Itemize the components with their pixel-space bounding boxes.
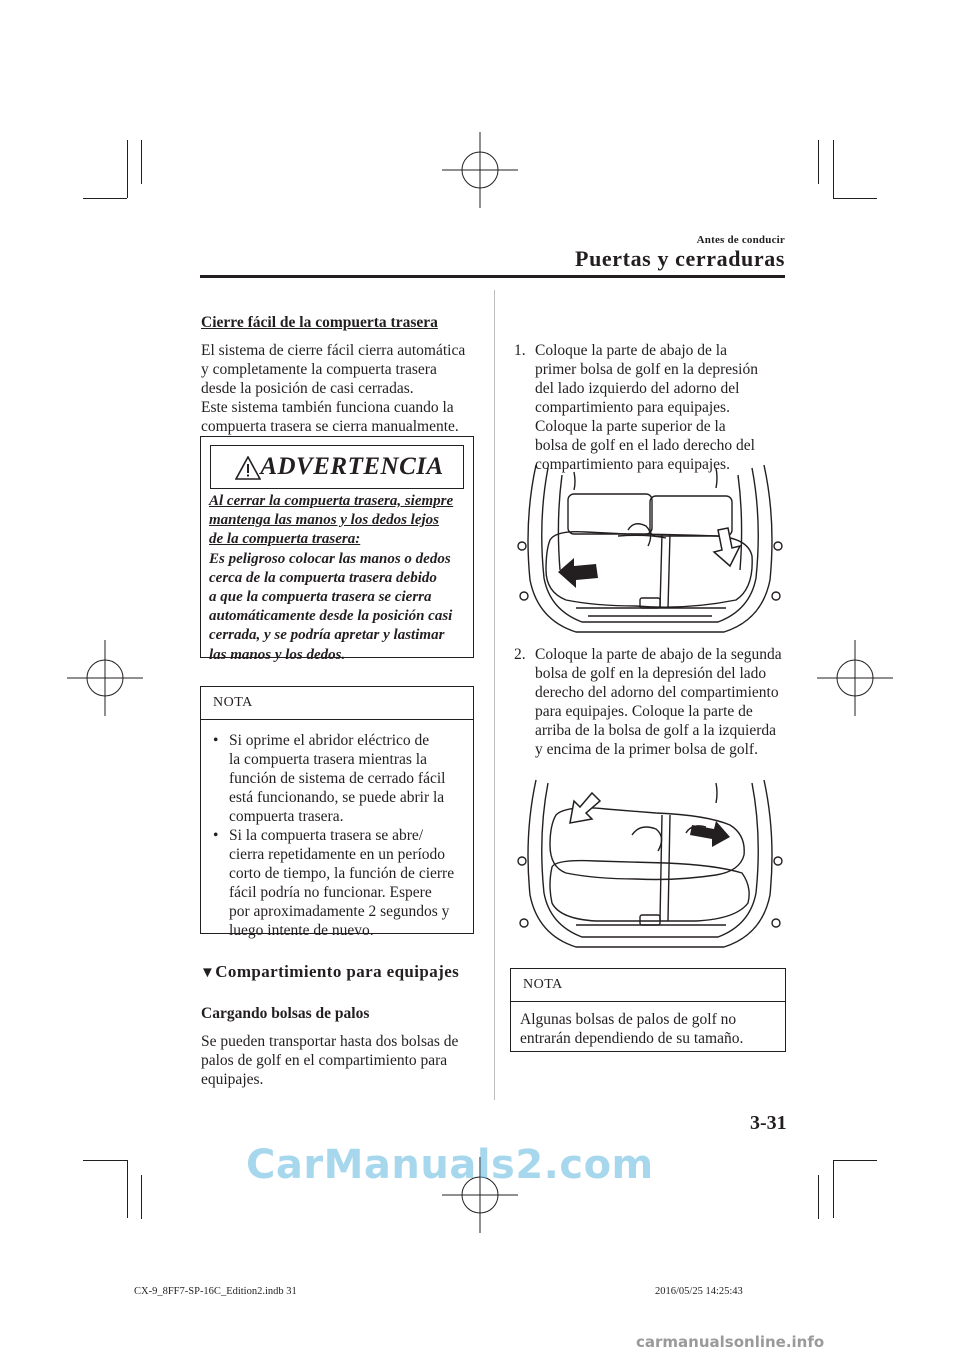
warning-line: a que la compuerta trasera se cierra	[209, 589, 432, 606]
column-divider	[494, 290, 495, 1100]
arrow-left-icon	[558, 558, 598, 588]
watermark-logo: CarManuals2.com	[246, 1142, 654, 1188]
warning-box	[200, 436, 474, 663]
triangle-down-icon: ▼	[200, 965, 216, 981]
arrow-right-icon	[690, 821, 730, 847]
step-line: derecho del adorno del compartimiento	[535, 684, 779, 701]
text-line: Este sistema también funciona cuando la	[201, 399, 454, 416]
text-line: palos de golf en el compartimiento para	[201, 1052, 448, 1069]
warning-line: cerrada, y se podría apretar y lastimar	[209, 627, 445, 644]
bullet-line: función de sistema de cerrado fácil	[229, 770, 446, 787]
bullet-line: Si oprime el abridor eléctrico de	[229, 732, 430, 749]
warning-line: automáticamente desde la posición casi	[209, 608, 453, 625]
bullet-line: fácil podría no funcionar. Espere	[229, 884, 432, 901]
step-number: 2.	[514, 646, 526, 663]
step-number: 1.	[514, 342, 526, 359]
bullet-text	[229, 731, 445, 826]
warning-line: Al cerrar la compuerta trasera, siempre	[209, 493, 454, 509]
step-text	[535, 645, 782, 759]
section-title-luggage	[200, 962, 459, 982]
illustration-golf-bag-step-2	[516, 775, 784, 955]
note-title: NOTA	[523, 977, 563, 992]
note-rule	[201, 719, 473, 720]
step-line: primer bolsa de golf en la depresión	[535, 361, 758, 378]
bullet-dot: •	[213, 827, 219, 844]
step-line: compartimiento para equipajes.	[535, 456, 730, 473]
warning-triangle-icon	[235, 456, 261, 480]
note-title: NOTA	[213, 695, 253, 710]
illustration-golf-bag-step-1	[516, 460, 784, 640]
chapter-label: Antes de conducir	[696, 234, 785, 246]
bullet-line: compuerta trasera.	[229, 808, 344, 825]
note-box-left	[200, 686, 474, 939]
step-line: bolsa de golf en la depresión del lado	[535, 665, 767, 682]
step-line: compartimiento para equipajes.	[535, 399, 730, 416]
registration-mark-top	[442, 132, 518, 208]
step-line: del lado izquierdo del adorno del	[535, 380, 740, 397]
note-line: Algunas bolsas de palos de golf no	[520, 1011, 737, 1028]
step-line: Coloque la parte de abajo de la	[535, 342, 727, 359]
bullet-line: luego intente de nuevo.	[229, 922, 374, 939]
text-line: equipajes.	[201, 1071, 264, 1088]
section-title-text: Compartimiento para equipajes	[215, 962, 460, 981]
text-line: compuerta trasera se cierra manualmente.	[201, 418, 459, 435]
luggage-paragraph	[201, 1032, 476, 1089]
bullet-line: la compuerta trasera mientras la	[229, 751, 427, 768]
footer-file: CX-9_8FF7-SP-16C_Edition2.indb 31	[134, 1286, 297, 1297]
intro-paragraph	[201, 341, 476, 436]
registration-mark-left	[67, 640, 143, 716]
note-rule	[511, 1001, 785, 1002]
page-title: Puertas y cerraduras	[575, 246, 785, 271]
bullet-line: Si la compuerta trasera se abre/	[229, 827, 424, 844]
warning-line: de la compuerta trasera:	[209, 531, 361, 548]
warning-header	[210, 445, 464, 489]
text-line: desde la posición de casi cerradas.	[201, 380, 414, 397]
warning-line: mantenga las manos y los dedos lejos	[209, 512, 440, 529]
step-line: Coloque la parte de abajo de la segunda	[535, 646, 782, 663]
bullet-dot: •	[213, 732, 219, 749]
step-line: Coloque la parte superior de la	[535, 418, 726, 435]
text-line: Se pueden transportar hasta dos bolsas de	[201, 1033, 459, 1050]
text-line: El sistema de cierre fácil cierra automática	[201, 342, 466, 359]
bullet-line: está funcionando, se puede abrir la	[229, 789, 445, 806]
warning-title: ADVERTENCIA	[260, 453, 444, 480]
page-number: 3-31	[750, 1112, 787, 1134]
step-line: para equipajes. Coloque la parte de	[535, 703, 753, 720]
warning-line: cerca de la compuerta trasera debido	[209, 569, 437, 586]
bullet-line: corto de tiempo, la función de cierre	[229, 865, 455, 882]
note-text	[520, 1010, 782, 1048]
registration-mark-right	[817, 640, 893, 716]
bullet-text	[229, 826, 454, 940]
step-line: arriba de la bolsa de golf a la izquierda	[535, 722, 776, 739]
footer-timestamp: 2016/05/25 14:25:43	[655, 1286, 743, 1297]
warning-text	[209, 492, 471, 665]
section-heading-easy-close: Cierre fácil de la compuerta trasera	[201, 314, 438, 331]
step-line: y encima de la primer bolsa de golf.	[535, 741, 758, 758]
step-text	[535, 341, 758, 474]
text-line: y completamente la compuerta trasera	[201, 361, 437, 378]
warning-line: las manos y los dedos.	[209, 646, 346, 663]
note-line: entrarán dependiendo de su tamaño.	[520, 1030, 744, 1047]
step-line: bolsa de golf en el lado derecho del	[535, 437, 755, 454]
bullet-line: cierra repetidamente en un período	[229, 846, 446, 863]
bullet-line: por aproximadamente 2 segundos y	[229, 903, 450, 920]
subheading-golf-bags: Cargando bolsas de palos	[201, 1005, 370, 1022]
header-rule	[200, 275, 785, 278]
warning-line: Es peligroso colocar las manos o dedos	[209, 550, 451, 567]
bottom-watermark: carmanualsonline.info	[636, 1333, 825, 1351]
arrow-down-icon	[714, 528, 740, 566]
note-box-right	[510, 968, 786, 1052]
